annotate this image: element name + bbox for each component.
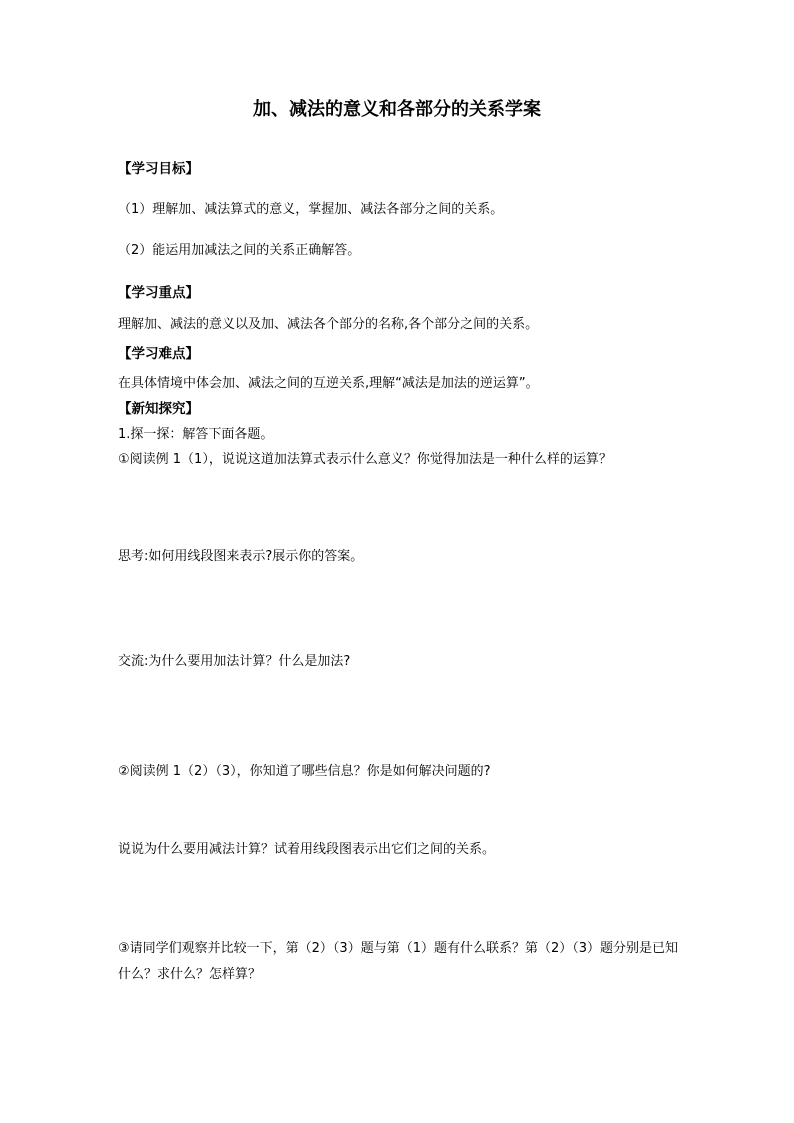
document-title: 加、减法的意义和各部分的关系学案: [253, 99, 541, 120]
key-points-text: 理解加、减法的意义以及加、减法各个部分的名称,各个部分之间的关系。: [118, 317, 539, 332]
key-points-heading: 【学习重点】: [118, 285, 199, 301]
objective-item-1: （1）理解加、减法算式的意义，掌握加、减法各部分之间的关系。: [118, 202, 504, 217]
question-2: ②阅读例 1（2）（3），你知道了哪些信息？你是如何解决问题的?: [118, 764, 491, 779]
objectives-heading: 【学习目标】: [118, 161, 199, 177]
difficulties-text: 在具体情境中体会加、减法之间的互逆关系,理解“减法是加法的逆运算”。: [118, 376, 539, 391]
objective-item-2: （2）能运用加减法之间的关系正确解答。: [118, 243, 361, 258]
discuss-prompt: 交流:为什么要用加法计算？什么是加法?: [118, 654, 351, 669]
exploration-heading: 【新知探究】: [118, 401, 199, 417]
question-1: ①阅读例 1（1），说说这道加法算式表示什么意义？你觉得加法是一种什么样的运算？: [118, 452, 612, 467]
exploration-intro: 1.探一探：解答下面各题。: [118, 427, 274, 442]
difficulties-heading: 【学习难点】: [118, 346, 199, 362]
question-3: ③请同学们观察并比较一下，第（2）（3）题与第（1）题有什么联系？第（2）（3）题分别是已知什么？求什么？怎样算？: [118, 941, 679, 982]
subtraction-prompt: 说说为什么要用减法计算？试着用线段图表示出它们之间的关系。: [118, 842, 496, 857]
think-prompt: 思考:如何用线段图来表示?展示你的答案。: [118, 549, 364, 564]
